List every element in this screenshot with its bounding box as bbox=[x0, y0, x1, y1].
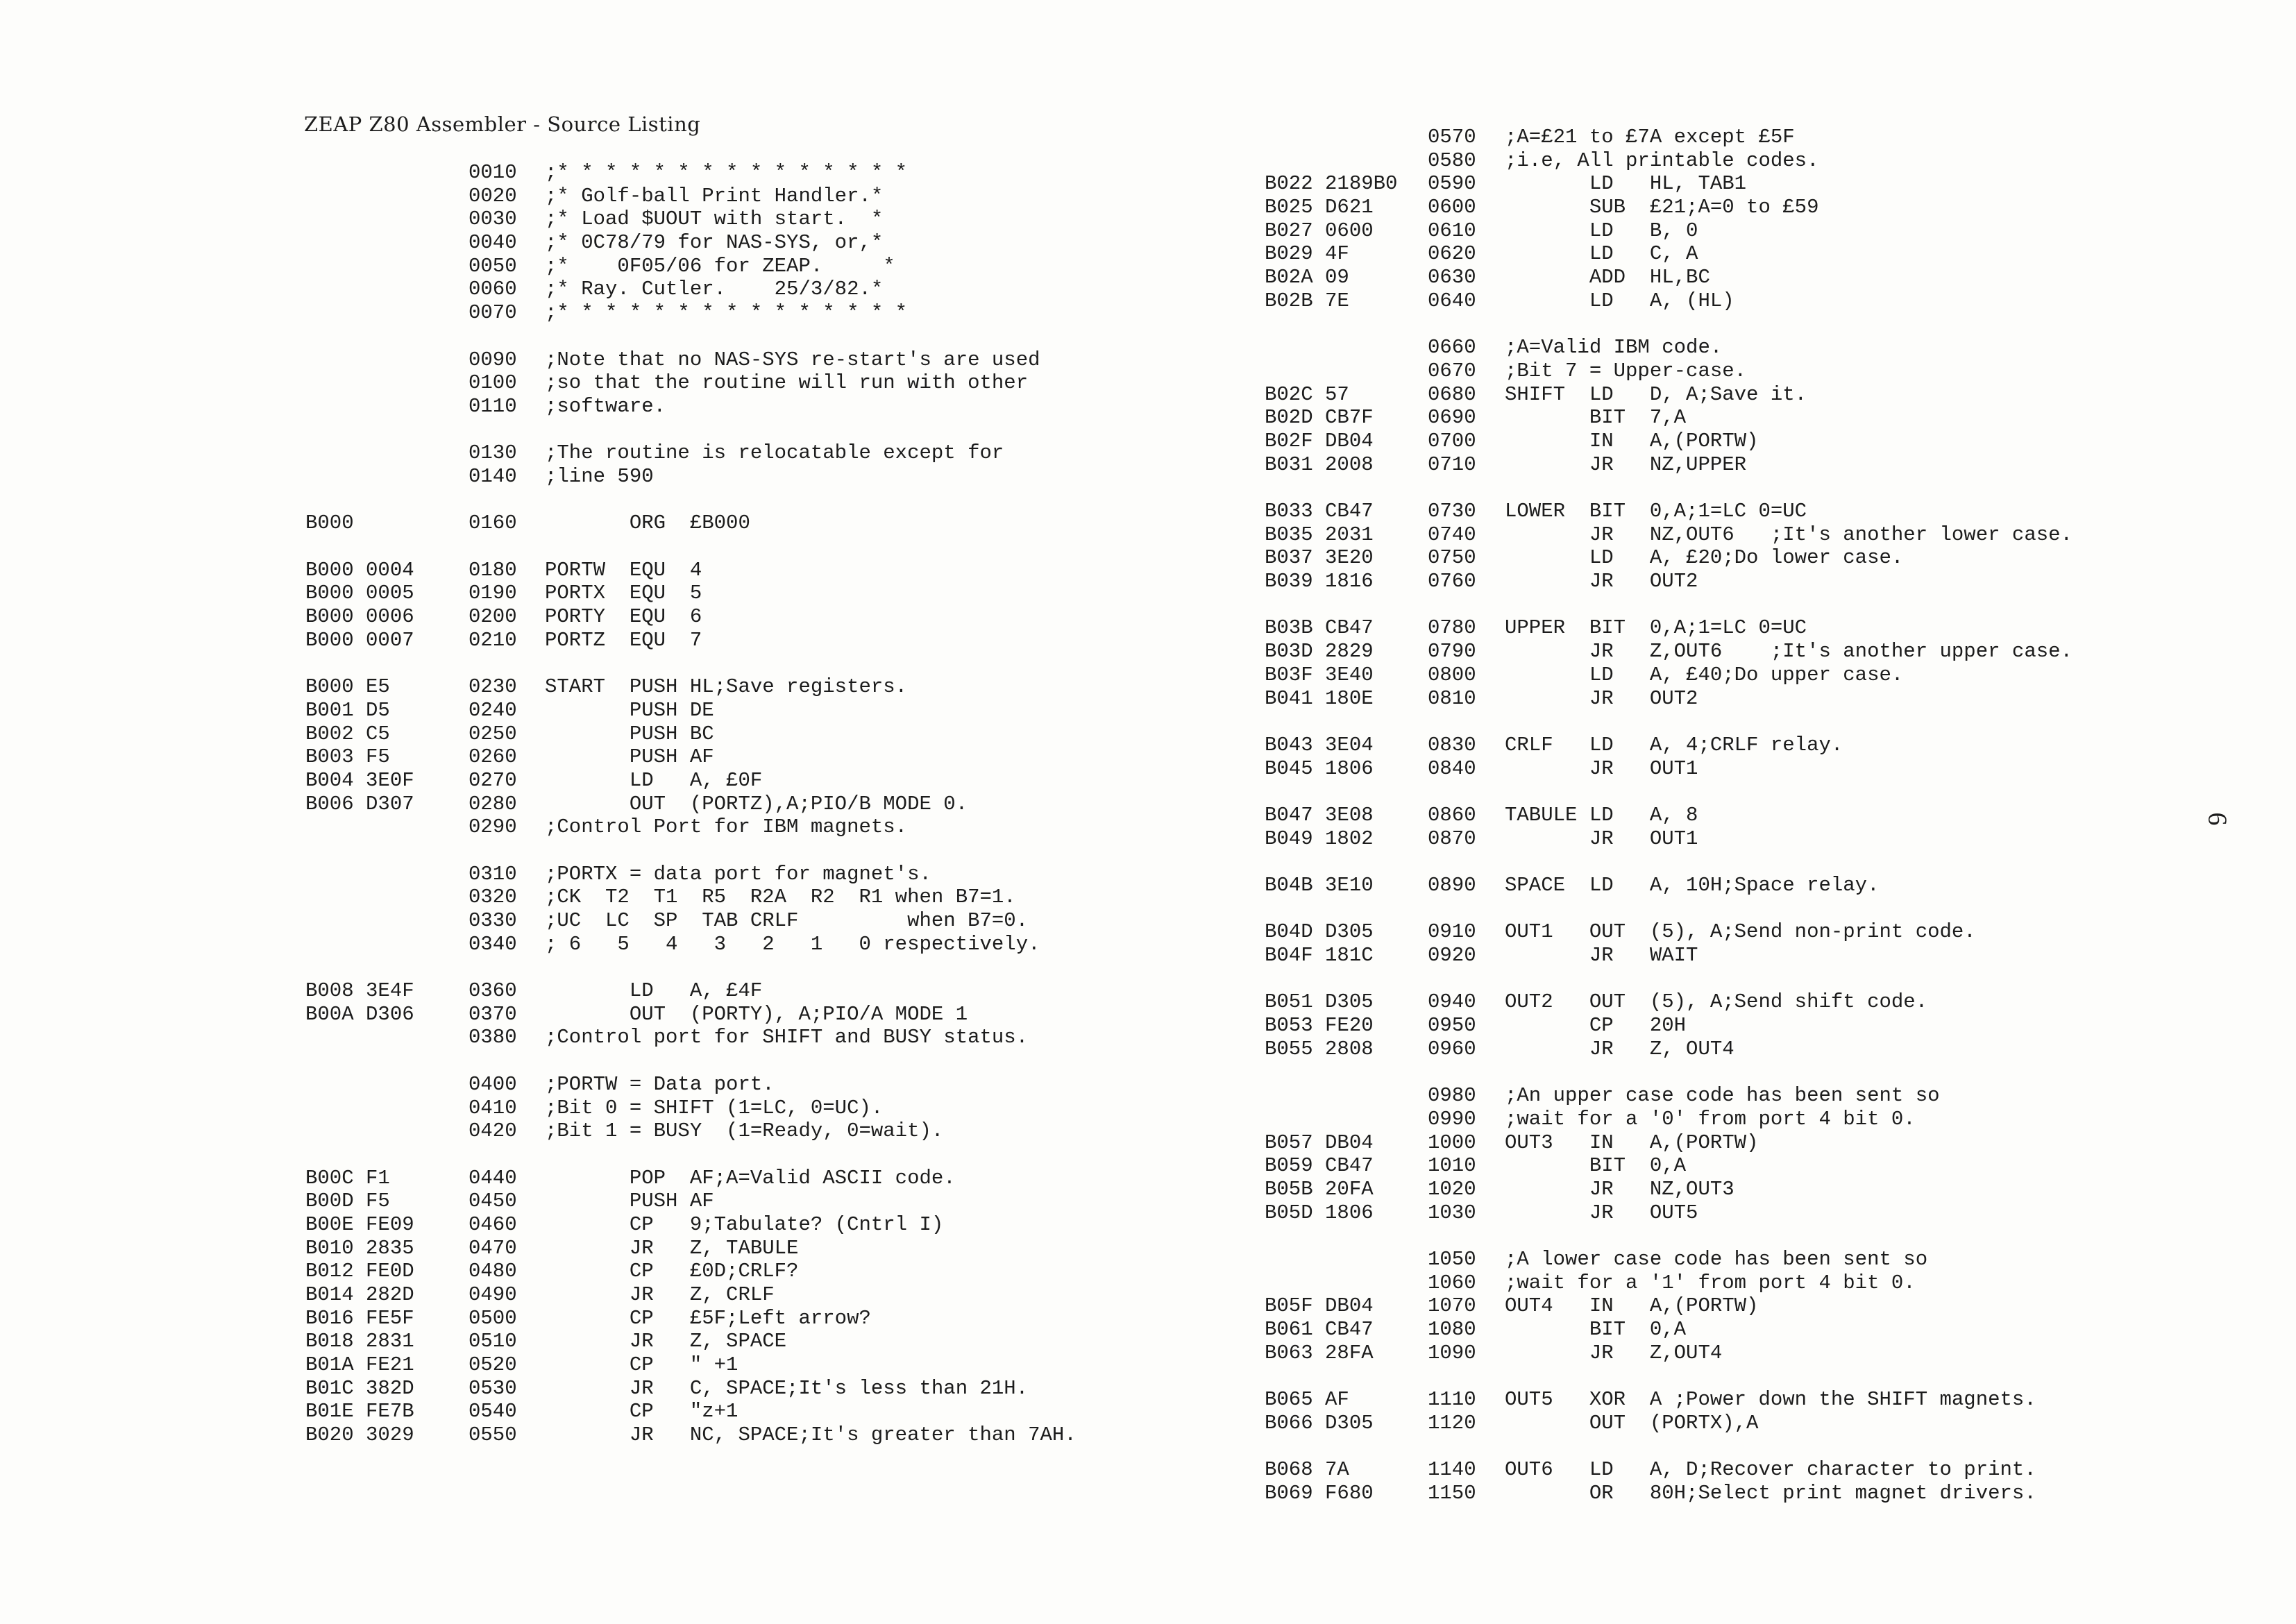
object-code: B035 2031 bbox=[1265, 523, 1374, 546]
line-number: 0700 bbox=[1428, 429, 1476, 452]
source-text: BIT 7,A bbox=[1505, 406, 1687, 430]
line-number: 1060 bbox=[1428, 1271, 1476, 1294]
source-text: TABULE LD A, 8 bbox=[1505, 803, 1698, 827]
line-number: 0680 bbox=[1428, 382, 1476, 406]
line-number: 0840 bbox=[1428, 756, 1476, 780]
source-text: JR NZ,OUT3 bbox=[1505, 1177, 1734, 1201]
object-code: B043 3E04 bbox=[1265, 733, 1374, 756]
line-number: 0780 bbox=[1428, 616, 1476, 640]
object-code: B02F DB04 bbox=[1265, 429, 1374, 452]
object-code: B04D D305 bbox=[1265, 920, 1374, 944]
line-number: 0320 bbox=[469, 886, 517, 909]
source-text: LD A, (HL) bbox=[1505, 289, 1734, 312]
line-number: 1140 bbox=[1428, 1458, 1476, 1482]
line-number: 1010 bbox=[1428, 1154, 1476, 1178]
object-code: B014 282D bbox=[305, 1283, 414, 1306]
source-text: ;An upper case code has been sent so bbox=[1505, 1084, 1940, 1108]
line-number: 0810 bbox=[1428, 686, 1476, 710]
source-text: CP "z+1 bbox=[545, 1400, 738, 1423]
object-code: B00D F5 bbox=[305, 1190, 390, 1213]
line-number: 0100 bbox=[469, 371, 517, 395]
line-number: 1030 bbox=[1428, 1201, 1476, 1224]
source-text: ;Control port for SHIFT and BUSY status. bbox=[545, 1026, 1029, 1049]
line-number: 0060 bbox=[469, 278, 517, 301]
object-code: B018 2831 bbox=[305, 1330, 414, 1353]
source-text: ;* Ray. Cutler. 25/3/82.* bbox=[545, 278, 884, 301]
line-number: 0490 bbox=[469, 1283, 517, 1306]
line-number: 0450 bbox=[469, 1190, 517, 1213]
object-code: B04B 3E10 bbox=[1265, 874, 1374, 897]
object-code: B00C F1 bbox=[305, 1166, 390, 1190]
object-code: B01C 382D bbox=[305, 1376, 414, 1400]
line-number: 0950 bbox=[1428, 1014, 1476, 1038]
object-code: B057 DB04 bbox=[1265, 1131, 1374, 1154]
source-text: JR OUT2 bbox=[1505, 686, 1698, 710]
object-code: B002 C5 bbox=[305, 722, 390, 745]
source-text: LOWER BIT 0,A;1=LC 0=UC bbox=[1505, 500, 1807, 523]
line-number: 0040 bbox=[469, 231, 517, 255]
object-code: B049 1802 bbox=[1265, 827, 1374, 850]
source-text: LD A, £20;Do lower case. bbox=[1505, 546, 1904, 570]
object-code: B000 E5 bbox=[305, 675, 390, 699]
object-code: B068 7A bbox=[1265, 1458, 1349, 1482]
object-code: B022 2189B0 bbox=[1265, 172, 1398, 196]
line-number: 0690 bbox=[1428, 406, 1476, 430]
source-text: OUT (PORTY), A;PIO/A MODE 1 bbox=[545, 1002, 968, 1026]
source-text: JR WAIT bbox=[1505, 944, 1698, 967]
line-number: 1020 bbox=[1428, 1177, 1476, 1201]
line-number: 0990 bbox=[1428, 1107, 1476, 1131]
source-text: ;* Golf-ball Print Handler.* bbox=[545, 184, 884, 208]
line-number: 0270 bbox=[469, 768, 517, 792]
source-text: ;i.e, All printable codes. bbox=[1505, 149, 1819, 172]
object-code: B066 D305 bbox=[1265, 1411, 1374, 1435]
object-code: B053 FE20 bbox=[1265, 1014, 1374, 1038]
source-text: ;A=£21 to £7A except £5F bbox=[1505, 126, 1795, 149]
source-text: ;wait for a '1' from port 4 bit 0. bbox=[1505, 1271, 1916, 1294]
source-text: LD HL, TAB1 bbox=[1505, 172, 1747, 196]
source-text: ;wait for a '0' from port 4 bit 0. bbox=[1505, 1107, 1916, 1131]
line-number: 0370 bbox=[469, 1002, 517, 1026]
line-number: 0440 bbox=[469, 1166, 517, 1190]
line-number: 0460 bbox=[469, 1212, 517, 1236]
line-number: 0620 bbox=[1428, 242, 1476, 266]
source-text: SPACE LD A, 10H;Space relay. bbox=[1505, 874, 1880, 897]
line-number: 0260 bbox=[469, 745, 517, 769]
source-text: OUT6 LD A, D;Recover character to print. bbox=[1505, 1458, 2036, 1482]
object-code: B05B 20FA bbox=[1265, 1177, 1374, 1201]
line-number: 0160 bbox=[469, 511, 517, 535]
source-text: CP 9;Tabulate? (Cntrl I) bbox=[545, 1212, 944, 1236]
source-text: START PUSH HL;Save registers. bbox=[545, 675, 908, 699]
line-number: 0280 bbox=[469, 792, 517, 815]
source-text: JR OUT1 bbox=[1505, 756, 1698, 780]
object-code: B000 0005 bbox=[305, 582, 414, 605]
source-text: BIT 0,A bbox=[1505, 1154, 1687, 1178]
object-code: B02D CB7F bbox=[1265, 406, 1374, 430]
line-number: 0710 bbox=[1428, 452, 1476, 476]
source-text: PUSH DE bbox=[545, 698, 714, 722]
object-code: B027 0600 bbox=[1265, 219, 1374, 242]
source-text: OUT (PORTZ),A;PIO/B MODE 0. bbox=[545, 792, 968, 815]
object-code: B020 3029 bbox=[305, 1423, 414, 1447]
source-text: OUT3 IN A,(PORTW) bbox=[1505, 1131, 1759, 1154]
source-text: LD A, £4F bbox=[545, 979, 763, 1003]
source-text: JR NC, SPACE;It's greater than 7AH. bbox=[545, 1423, 1077, 1447]
source-text: PORTX EQU 5 bbox=[545, 582, 702, 605]
source-text: JR Z, CRLF bbox=[545, 1283, 775, 1306]
source-text: PUSH AF bbox=[545, 1190, 714, 1213]
line-number: 0550 bbox=[469, 1423, 517, 1447]
source-text: JR NZ,OUT6 ;It's another lower case. bbox=[1505, 523, 2073, 546]
source-text: SHIFT LD D, A;Save it. bbox=[1505, 382, 1807, 406]
source-text: IN A,(PORTW) bbox=[1505, 429, 1759, 452]
object-code: B03D 2829 bbox=[1265, 640, 1374, 663]
source-text: ;A=Valid IBM code. bbox=[1505, 336, 1723, 360]
line-number: 1120 bbox=[1428, 1411, 1476, 1435]
source-text: JR OUT5 bbox=[1505, 1201, 1698, 1224]
line-number: 0020 bbox=[469, 184, 517, 208]
source-text: ;UC LC SP TAB CRLF when B7=0. bbox=[545, 909, 1029, 932]
line-number: 0340 bbox=[469, 932, 517, 956]
source-text: JR OUT2 bbox=[1505, 570, 1698, 593]
line-number: 0570 bbox=[1428, 126, 1476, 149]
line-number: 0480 bbox=[469, 1260, 517, 1283]
object-code: B05F DB04 bbox=[1265, 1294, 1374, 1318]
source-text: OR 80H;Select print magnet drivers. bbox=[1505, 1481, 2036, 1505]
line-number: 0360 bbox=[469, 979, 517, 1003]
source-text: ;Note that no NAS-SYS re-start's are used bbox=[545, 348, 1040, 371]
object-code: B02A 09 bbox=[1265, 266, 1349, 289]
line-number: 0090 bbox=[469, 348, 517, 371]
line-number: 0910 bbox=[1428, 920, 1476, 944]
source-text: ;Bit 1 = BUSY (1=Ready, 0=wait). bbox=[545, 1119, 944, 1143]
page-number: 6 bbox=[2202, 812, 2232, 826]
source-text: POP AF;A=Valid ASCII code. bbox=[545, 1166, 956, 1190]
source-text: LD B, 0 bbox=[1505, 219, 1698, 242]
line-number: 0520 bbox=[469, 1353, 517, 1377]
line-number: 1050 bbox=[1428, 1248, 1476, 1271]
line-number: 0750 bbox=[1428, 546, 1476, 570]
source-text: ;* 0C78/79 for NAS-SYS, or,* bbox=[545, 231, 884, 255]
object-code: B000 0007 bbox=[305, 628, 414, 652]
line-number: 0660 bbox=[1428, 336, 1476, 360]
line-number: 0670 bbox=[1428, 359, 1476, 382]
source-text: PUSH AF bbox=[545, 745, 714, 769]
object-code: B061 CB47 bbox=[1265, 1318, 1374, 1342]
object-code: B063 28FA bbox=[1265, 1341, 1374, 1364]
line-number: 0410 bbox=[469, 1096, 517, 1119]
source-text: JR Z,OUT4 bbox=[1505, 1341, 1723, 1364]
object-code: B05D 1806 bbox=[1265, 1201, 1374, 1224]
line-number: 0470 bbox=[469, 1236, 517, 1260]
source-text: LD A, £40;Do upper case. bbox=[1505, 663, 1904, 686]
line-number: 0580 bbox=[1428, 149, 1476, 172]
line-number: 0890 bbox=[1428, 874, 1476, 897]
source-text: OUT5 XOR A ;Power down the SHIFT magnets. bbox=[1505, 1388, 2036, 1412]
source-text: OUT4 IN A,(PORTW) bbox=[1505, 1294, 1759, 1318]
source-text: BIT 0,A bbox=[1505, 1318, 1687, 1342]
line-number: 0740 bbox=[1428, 523, 1476, 546]
line-number: 0050 bbox=[469, 254, 517, 278]
object-code: B029 4F bbox=[1265, 242, 1349, 266]
source-text: ;Bit 7 = Upper-case. bbox=[1505, 359, 1747, 382]
line-number: 0380 bbox=[469, 1026, 517, 1049]
object-code: B03F 3E40 bbox=[1265, 663, 1374, 686]
source-text: ;PORTX = data port for magnet's. bbox=[545, 862, 931, 886]
source-text: PUSH BC bbox=[545, 722, 714, 745]
source-text: ;software. bbox=[545, 394, 666, 418]
object-code: B00E FE09 bbox=[305, 1212, 414, 1236]
source-text: JR NZ,UPPER bbox=[1505, 452, 1747, 476]
line-number: 0980 bbox=[1428, 1084, 1476, 1108]
line-number: 0210 bbox=[469, 628, 517, 652]
object-code: B01A FE21 bbox=[305, 1353, 414, 1377]
line-number: 0940 bbox=[1428, 990, 1476, 1014]
line-number: 0500 bbox=[469, 1306, 517, 1330]
line-number: 0920 bbox=[1428, 944, 1476, 967]
object-code: B047 3E08 bbox=[1265, 803, 1374, 827]
source-text: CP £5F;Left arrow? bbox=[545, 1306, 871, 1330]
object-code: B003 F5 bbox=[305, 745, 390, 769]
object-code: B004 3E0F bbox=[305, 768, 414, 792]
source-text: SUB £21;A=0 to £59 bbox=[1505, 196, 1819, 219]
source-text: PORTY EQU 6 bbox=[545, 605, 702, 629]
line-number: 0030 bbox=[469, 208, 517, 231]
source-text: ;line 590 bbox=[545, 464, 654, 488]
object-code: B000 bbox=[305, 511, 354, 535]
source-text: JR Z, OUT4 bbox=[1505, 1037, 1734, 1060]
line-number: 0190 bbox=[469, 582, 517, 605]
source-text: ;The routine is relocatable except for bbox=[545, 441, 1004, 465]
line-number: 0200 bbox=[469, 605, 517, 629]
object-code: B033 CB47 bbox=[1265, 500, 1374, 523]
line-number: 0250 bbox=[469, 722, 517, 745]
object-code: B041 180E bbox=[1265, 686, 1374, 710]
line-number: 0760 bbox=[1428, 570, 1476, 593]
object-code: B012 FE0D bbox=[305, 1260, 414, 1283]
line-number: 0730 bbox=[1428, 500, 1476, 523]
object-code: B031 2008 bbox=[1265, 452, 1374, 476]
line-number: 0130 bbox=[469, 441, 517, 465]
source-text: ;Bit 0 = SHIFT (1=LC, 0=UC). bbox=[545, 1096, 884, 1119]
object-code: B00A D306 bbox=[305, 1002, 414, 1026]
source-text: ; 6 5 4 3 2 1 0 respectively. bbox=[545, 932, 1040, 956]
line-number: 1080 bbox=[1428, 1318, 1476, 1342]
source-text: ;* Load $UOUT with start. * bbox=[545, 208, 884, 231]
source-text: OUT2 OUT (5), A;Send shift code. bbox=[1505, 990, 1928, 1014]
line-number: 0870 bbox=[1428, 827, 1476, 850]
source-text: ADD HL,BC bbox=[1505, 266, 1710, 289]
line-number: 0230 bbox=[469, 675, 517, 699]
object-code: B016 FE5F bbox=[305, 1306, 414, 1330]
source-text: JR C, SPACE;It's less than 21H. bbox=[545, 1376, 1029, 1400]
source-text: UPPER BIT 0,A;1=LC 0=UC bbox=[1505, 616, 1807, 640]
source-text: JR Z, TABULE bbox=[545, 1236, 799, 1260]
source-text: JR Z,OUT6 ;It's another upper case. bbox=[1505, 640, 2073, 663]
line-number: 1150 bbox=[1428, 1481, 1476, 1505]
object-code: B000 0006 bbox=[305, 605, 414, 629]
line-number: 1070 bbox=[1428, 1294, 1476, 1318]
source-text: PORTW EQU 4 bbox=[545, 558, 702, 582]
object-code: B059 CB47 bbox=[1265, 1154, 1374, 1178]
line-number: 0790 bbox=[1428, 640, 1476, 663]
source-text: OUT (PORTX),A bbox=[1505, 1411, 1759, 1435]
source-text: ;A lower case code has been sent so bbox=[1505, 1248, 1928, 1271]
source-text: JR Z, SPACE bbox=[545, 1330, 787, 1353]
source-text: LD C, A bbox=[1505, 242, 1698, 266]
page-title: ZEAP Z80 Assembler - Source Listing bbox=[304, 112, 701, 136]
source-text: CP " +1 bbox=[545, 1353, 738, 1377]
source-text: ;* 0F05/06 for ZEAP. * bbox=[545, 254, 895, 278]
object-code: B000 0004 bbox=[305, 558, 414, 582]
source-text: CRLF LD A, 4;CRLF relay. bbox=[1505, 733, 1843, 756]
object-code: B065 AF bbox=[1265, 1388, 1349, 1412]
object-code: B01E FE7B bbox=[305, 1400, 414, 1423]
object-code: B02C 57 bbox=[1265, 382, 1349, 406]
line-number: 0630 bbox=[1428, 266, 1476, 289]
line-number: 0400 bbox=[469, 1072, 517, 1096]
line-number: 0070 bbox=[469, 301, 517, 325]
object-code: B025 D621 bbox=[1265, 196, 1374, 219]
object-code: B006 D307 bbox=[305, 792, 414, 815]
object-code: B039 1816 bbox=[1265, 570, 1374, 593]
line-number: 0140 bbox=[469, 464, 517, 488]
object-code: B051 D305 bbox=[1265, 990, 1374, 1014]
line-number: 1000 bbox=[1428, 1131, 1476, 1154]
source-text: ;PORTW = Data port. bbox=[545, 1072, 775, 1096]
line-number: 0830 bbox=[1428, 733, 1476, 756]
source-text: PORTZ EQU 7 bbox=[545, 628, 702, 652]
object-code: B069 F680 bbox=[1265, 1481, 1374, 1505]
source-text: LD A, £0F bbox=[545, 768, 763, 792]
line-number: 0420 bbox=[469, 1119, 517, 1143]
object-code: B008 3E4F bbox=[305, 979, 414, 1003]
source-text: ;* * * * * * * * * * * * * * * bbox=[545, 161, 908, 184]
line-number: 0960 bbox=[1428, 1037, 1476, 1060]
object-code: B04F 181C bbox=[1265, 944, 1374, 967]
object-code: B045 1806 bbox=[1265, 756, 1374, 780]
source-text: CP £0D;CRLF? bbox=[545, 1260, 799, 1283]
source-text: ;CK T2 T1 R5 R2A R2 R1 when B7=1. bbox=[545, 886, 1016, 909]
line-number: 0180 bbox=[469, 558, 517, 582]
line-number: 1110 bbox=[1428, 1388, 1476, 1412]
line-number: 0540 bbox=[469, 1400, 517, 1423]
object-code: B010 2835 bbox=[305, 1236, 414, 1260]
line-number: 0860 bbox=[1428, 803, 1476, 827]
object-code: B055 2808 bbox=[1265, 1037, 1374, 1060]
line-number: 0530 bbox=[469, 1376, 517, 1400]
source-text: ;so that the routine will run with other bbox=[545, 371, 1029, 395]
line-number: 1090 bbox=[1428, 1341, 1476, 1364]
line-number: 0640 bbox=[1428, 289, 1476, 312]
source-text: OUT1 OUT (5), A;Send non-print code. bbox=[1505, 920, 1976, 944]
line-number: 0590 bbox=[1428, 172, 1476, 196]
line-number: 0310 bbox=[469, 862, 517, 886]
source-text: CP 20H bbox=[1505, 1014, 1687, 1038]
line-number: 0600 bbox=[1428, 196, 1476, 219]
object-code: B02B 7E bbox=[1265, 289, 1349, 312]
line-number: 0330 bbox=[469, 909, 517, 932]
source-text: ;* * * * * * * * * * * * * * * bbox=[545, 301, 908, 325]
object-code: B037 3E20 bbox=[1265, 546, 1374, 570]
source-text: ;Control Port for IBM magnets. bbox=[545, 815, 908, 839]
line-number: 0010 bbox=[469, 161, 517, 184]
line-number: 0610 bbox=[1428, 219, 1476, 242]
source-text: JR OUT1 bbox=[1505, 827, 1698, 850]
line-number: 0290 bbox=[469, 815, 517, 839]
object-code: B03B CB47 bbox=[1265, 616, 1374, 640]
source-text: ORG £B000 bbox=[545, 511, 750, 535]
object-code: B001 D5 bbox=[305, 698, 390, 722]
line-number: 0240 bbox=[469, 698, 517, 722]
line-number: 0110 bbox=[469, 394, 517, 418]
line-number: 0510 bbox=[469, 1330, 517, 1353]
line-number: 0800 bbox=[1428, 663, 1476, 686]
